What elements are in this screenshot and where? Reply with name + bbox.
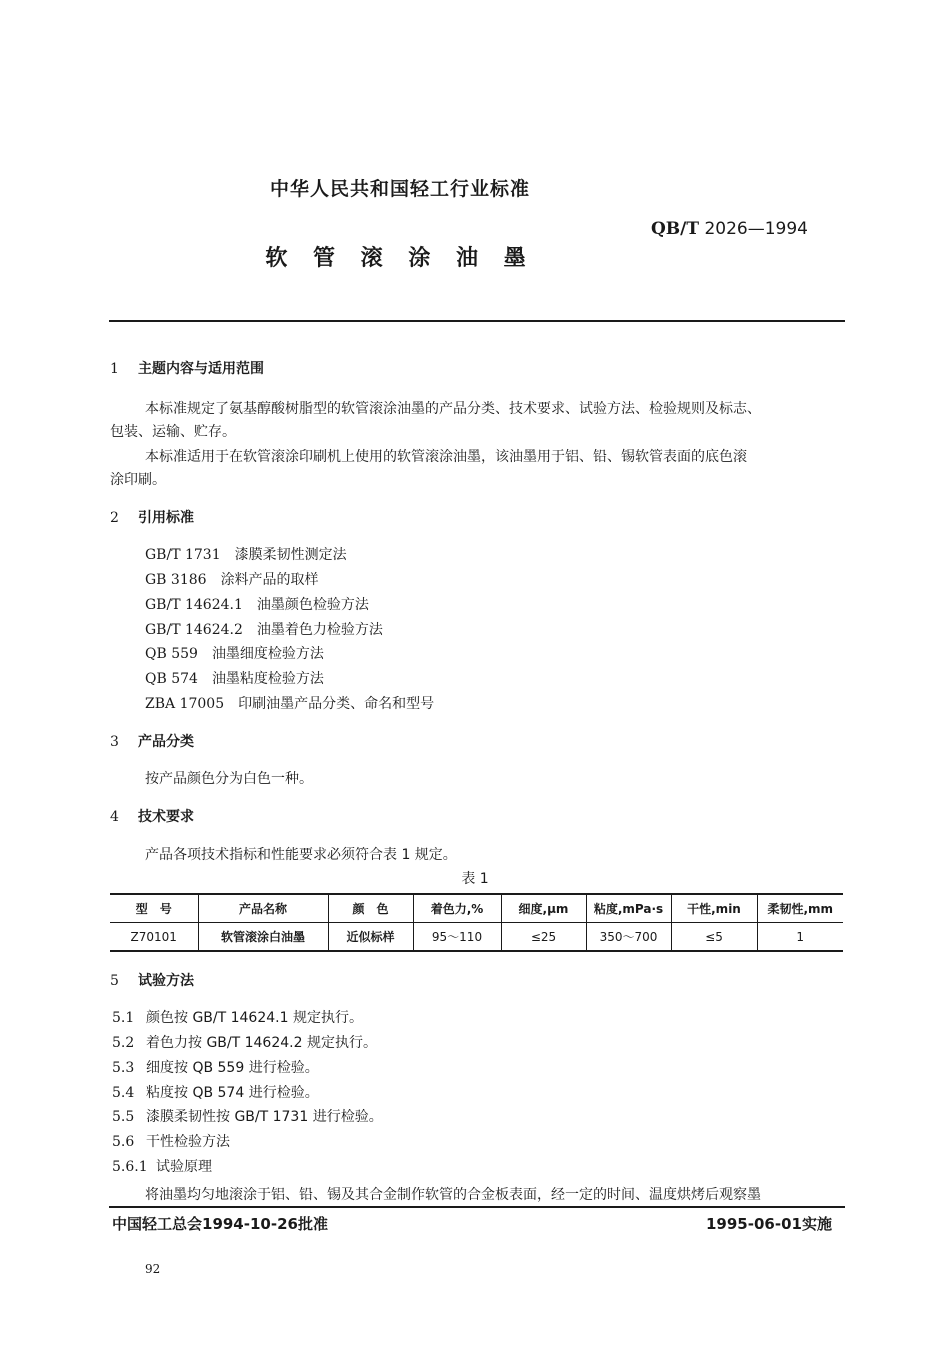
table-header-cell: 干性,min	[671, 894, 757, 923]
subsection-text: 漆膜柔韧性按 GB/T 1731 进行检验。	[146, 1109, 383, 1125]
paragraph: 将油墨均匀地滚涂于铝、铅、锡及其合金制作软管的合金板表面，经一定的时间、温度烘烤后观察墨	[145, 1187, 761, 1203]
reference-name: 油墨细度检验方法	[211, 646, 324, 662]
section-title: 引用标准	[138, 510, 194, 526]
subsection-number: 5.6	[112, 1134, 135, 1150]
section-3-heading	[110, 731, 194, 751]
subsection-number: 5.1	[112, 1010, 135, 1026]
reference-name: 油墨着色力检验方法	[256, 622, 383, 638]
subsection-text: 颜色按 GB/T 14624.1 规定执行。	[146, 1010, 363, 1026]
reference-name: 油墨粘度检验方法	[211, 671, 324, 687]
subsection-number: 5.5	[112, 1109, 135, 1125]
section-4-heading	[110, 806, 194, 826]
subsection-item	[112, 1082, 319, 1102]
paragraph: 产品各项技术指标和性能要求必须符合表 1 规定。	[145, 847, 457, 863]
subsection-item	[112, 1106, 383, 1126]
table-header-cell: 粘度,mPa·s	[586, 894, 671, 923]
reference-item	[145, 544, 347, 564]
subsection-number: 5.6.1	[112, 1159, 148, 1175]
reference-code: GB/T 14624.2	[145, 622, 243, 638]
subsection-text: 细度按 QB 559 进行检验。	[146, 1060, 319, 1076]
table-header-cell: 型 号	[110, 894, 198, 923]
page-number: 92	[145, 1262, 161, 1276]
approval-date: 中国轻工总会1994-10-26批准	[112, 1215, 328, 1233]
table-header-cell: 柔韧性,mm	[757, 894, 843, 923]
section-title: 技术要求	[138, 809, 194, 825]
section-number: 3	[110, 734, 119, 750]
subsection-item	[112, 1007, 363, 1027]
reference-name: 涂料产品的取样	[220, 572, 319, 588]
subsection-text: 粘度按 QB 574 进行检验。	[146, 1085, 319, 1101]
table-cell: ≤25	[501, 923, 586, 952]
subsection-text: 着色力按 GB/T 14624.2 规定执行。	[146, 1035, 377, 1051]
paragraph: 涂印刷。	[110, 472, 166, 488]
section-number: 4	[110, 809, 119, 825]
table-cell: 95～110	[413, 923, 501, 952]
reference-item	[145, 569, 319, 589]
reference-code: QB 574	[145, 671, 198, 687]
reference-item	[145, 643, 324, 663]
effective-date: 1995-06-01实施	[706, 1215, 832, 1233]
section-title: 试验方法	[138, 973, 194, 989]
table-cell: 近似标样	[328, 923, 413, 952]
paragraph: 按产品颜色分为白色一种。	[145, 771, 313, 787]
document-title: 软 管 滚 涂 油 墨	[265, 246, 535, 271]
subsection-item	[112, 1032, 377, 1052]
paragraph: 本标准规定了氨基醇酸树脂型的软管滚涂油墨的产品分类、技术要求、试验方法、检验规则及标志、	[145, 401, 761, 417]
table-header-cell: 细度,μm	[501, 894, 586, 923]
reference-code: ZBA 17005	[145, 696, 225, 712]
title-rule	[109, 320, 845, 322]
table-cell: 350～700	[586, 923, 671, 952]
reference-name: 油墨颜色检验方法	[256, 597, 369, 613]
table-cell: 1	[757, 923, 843, 952]
paragraph: 包装、运输、贮存。	[110, 424, 236, 440]
section-5-heading	[110, 970, 194, 990]
subsection-item	[112, 1057, 319, 1077]
table-header-cell: 颜 色	[328, 894, 413, 923]
section-title: 主题内容与适用范围	[138, 361, 264, 377]
subsection-text: 干性检验方法	[146, 1134, 230, 1150]
paragraph: 本标准适用于在软管滚涂印刷机上使用的软管滚涂油墨，该油墨用于铝、铅、锡软管表面的底色滚	[145, 449, 747, 465]
table-cell: Z70101	[110, 923, 198, 952]
table-cell: ≤5	[671, 923, 757, 952]
reference-code: QB 559	[145, 646, 198, 662]
reference-code: GB/T 14624.1	[145, 597, 243, 613]
section-number: 2	[110, 510, 119, 526]
reference-item	[145, 668, 324, 688]
table-caption: 表 1	[461, 871, 489, 887]
reference-item	[145, 594, 369, 614]
subsection-number: 5.4	[112, 1085, 135, 1101]
section-number: 5	[110, 973, 119, 989]
reference-code: GB/T 1731	[145, 547, 221, 563]
subsection-item	[112, 1156, 212, 1176]
standard-number	[651, 219, 808, 239]
subsection-number: 5.3	[112, 1060, 135, 1076]
subsection-text: 试验原理	[156, 1159, 212, 1175]
spec-table	[110, 893, 843, 952]
reference-name: 印刷油墨产品分类、命名和型号	[238, 696, 435, 712]
standard-prefix: QB/T	[651, 219, 700, 239]
reference-name: 漆膜柔韧性测定法	[234, 547, 347, 563]
section-number: 1	[110, 361, 119, 377]
reference-item	[145, 619, 383, 639]
section-2-heading	[110, 507, 194, 527]
table-row	[110, 923, 843, 952]
reference-code: GB 3186	[145, 572, 207, 588]
section-1-heading	[110, 358, 264, 378]
table-header-row	[110, 894, 843, 923]
subsection-number: 5.2	[112, 1035, 135, 1051]
footer-rule	[109, 1206, 845, 1208]
table-header-cell: 着色力,%	[413, 894, 501, 923]
subsection-item	[112, 1131, 230, 1151]
section-title: 产品分类	[138, 734, 194, 750]
table-cell: 软管滚涂白油墨	[198, 923, 328, 952]
table-header-cell: 产品名称	[198, 894, 328, 923]
standard-code: 2026—1994	[704, 219, 808, 239]
reference-item	[145, 693, 434, 713]
org-title: 中华人民共和国轻工行业标准	[269, 178, 530, 200]
